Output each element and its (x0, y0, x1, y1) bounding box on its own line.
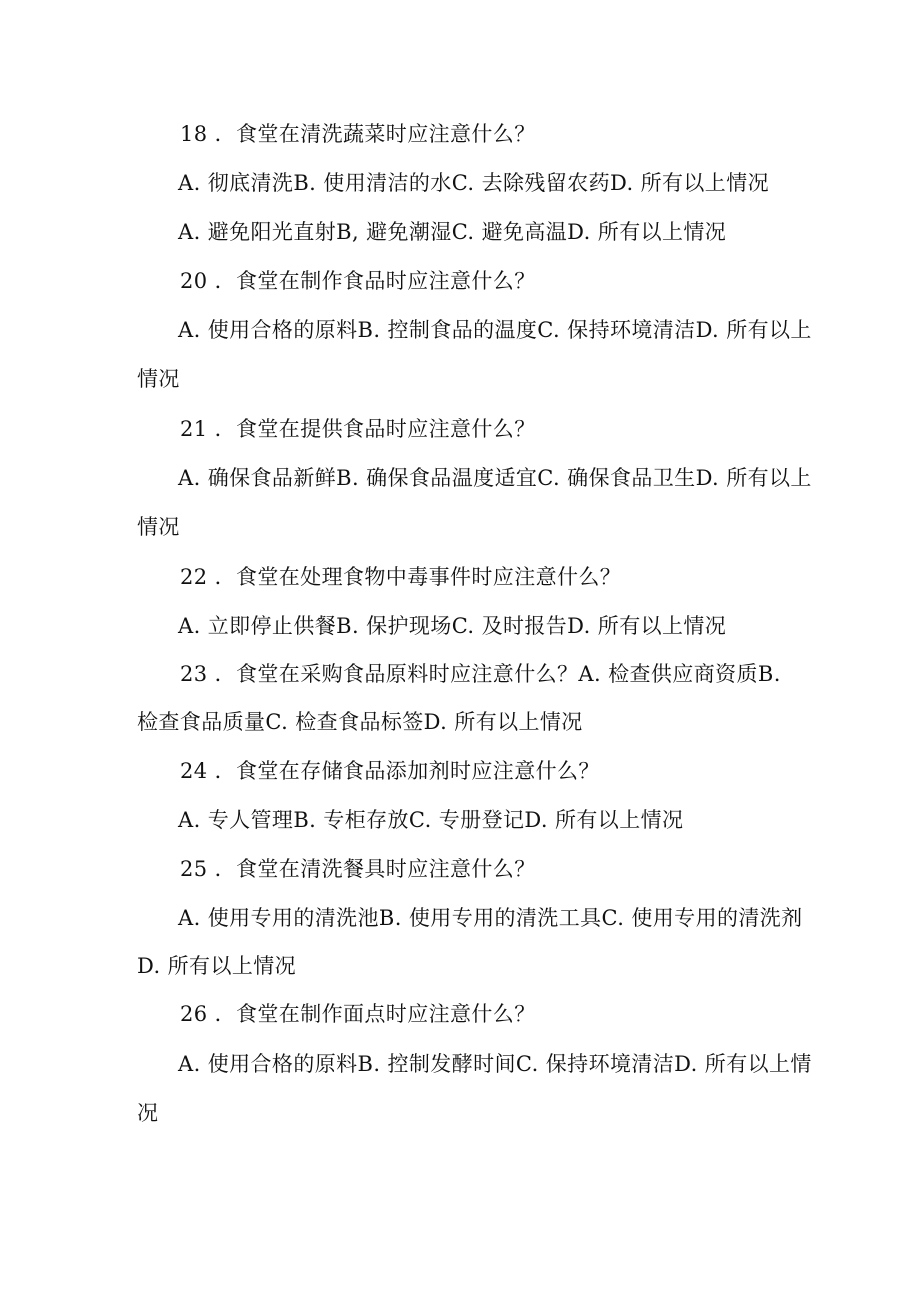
question-20: 20 ．食堂在制作食品时应注意什么？ (180, 269, 536, 293)
options-25-continuation: D. 所有以上情况 (137, 954, 297, 978)
options-21-continuation: 情况 (137, 515, 180, 539)
options-25: A. 使用专用的清洗池B. 使用专用的清洗工具C. 使用专用的清洗剂 (178, 906, 803, 930)
question-26: 26 ．食堂在制作面点时应注意什么？ (180, 1002, 536, 1026)
options-24: A. 专人管理B. 专柜存放C. 专册登记D. 所有以上情况 (178, 808, 684, 832)
options-20: A. 使用合格的原料B. 控制食品的温度C. 保持环境清洁D. 所有以上 (178, 318, 812, 342)
options-26-continuation: 况 (137, 1101, 159, 1125)
options-20-continuation: 情况 (137, 367, 180, 391)
question-24: 24 ．食堂在存储食品添加剂时应注意什么？ (180, 759, 600, 783)
options-26: A. 使用合格的原料B. 控制发酵时间C. 保持环境清洁D. 所有以上情 (178, 1052, 812, 1076)
question-22: 22 ．食堂在处理食物中毒事件时应注意什么？ (180, 565, 622, 589)
question-25: 25 ．食堂在清洗餐具时应注意什么？ (180, 857, 536, 881)
options-22: A. 立即停止供餐B. 保护现场C. 及时报告D. 所有以上情况 (178, 614, 727, 638)
question-21: 21 ．食堂在提供食品时应注意什么？ (180, 417, 536, 441)
question-23: 23 ．食堂在采购食品原料时应注意什么？A. 检查供应商资质B. (180, 662, 781, 686)
options-19: A. 避免阳光直射B, 避免潮湿C. 避免高温D. 所有以上情况 (178, 220, 727, 244)
question-18: 18 ．食堂在清洗蔬菜时应注意什么？ (180, 122, 536, 146)
options-23: 检查食品质量C. 检查食品标签D. 所有以上情况 (137, 710, 583, 734)
options-18: A. 彻底清洗B. 使用清洁的水C. 去除残留农药D. 所有以上情况 (178, 171, 770, 195)
options-21: A. 确保食品新鲜B. 确保食品温度适宜C. 确保食品卫生D. 所有以上 (178, 466, 812, 490)
